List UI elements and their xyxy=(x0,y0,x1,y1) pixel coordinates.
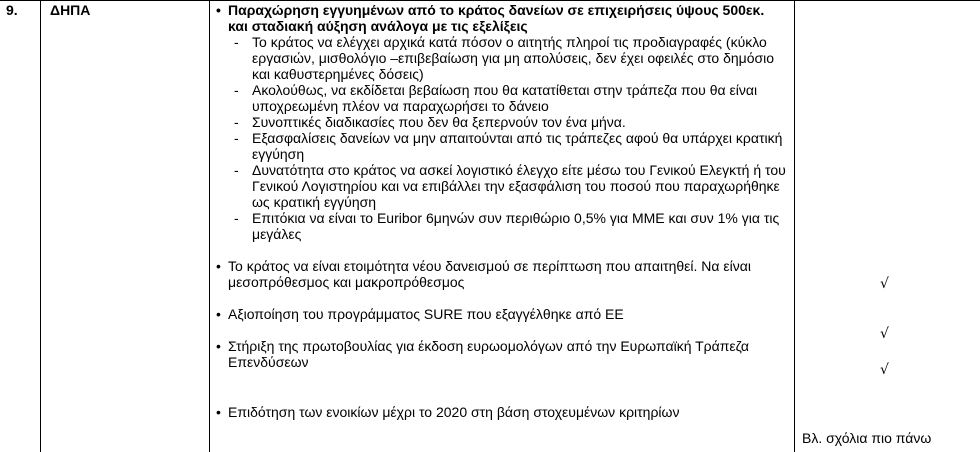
check-mark: √ xyxy=(880,326,889,342)
sub-item: - Το κράτος να ελέγχει αρχικά κατά πόσον ο αιτητής πληροί τις προδιαγραφές (κύκλο εργασιών, μισθολόγιο –επιβεβαίωση για μη απολύσεις, δεν έχει οφειλές στο δημόσιο και καθυστερημένες δόσεις) xyxy=(216,34,786,82)
sub-item: - Ακολούθως, να εκδίδεται βεβαίωση που θα κατατίθεται στην τράπεζα που θα είναι υποχρεωμένη πλέον να παραχωρήσει το δάνειο xyxy=(216,82,786,114)
sub-item: - Δυνατότητα στο κράτος να ασκεί λογιστικό έλεγχο είτε μέσω του Γενικού Ελεγκτή ή του Γενικού Λογιστηρίου και να επιβάλλει την εξασφάλιση του ποσού που παραχωρήθηκε ως κρατική εγγύηση xyxy=(216,162,786,210)
table-column-divider xyxy=(794,0,795,452)
proposal-bullet: • Επιδότηση των ενοικίων μέχρι το 2020 στη βάση στοχευμένων κριτηρίων xyxy=(216,404,786,420)
proposal-content xyxy=(216,2,786,420)
table-column-divider xyxy=(40,0,41,452)
table-column-divider xyxy=(209,0,210,452)
check-mark: √ xyxy=(880,362,889,378)
table-row-divider xyxy=(0,0,980,1)
row-number: 9. xyxy=(6,2,18,18)
organization-name: ΔΗΠΑ xyxy=(50,2,91,18)
sub-item: - Συνοπτικές διαδικασίες που δεν θα ξεπερνούν τον ένα μήνα. xyxy=(216,114,786,130)
sub-item: - Εξασφαλίσεις δανείων να μην απαιτούνται από τις τράπεζες αφού θα υπάρχει κρατική εγγύηση xyxy=(216,130,786,162)
proposal-heading: • Παραχώρηση εγγυημένων από το κράτος δανείων σε επιχειρήσεις ύψους 500εκ. και σταδιακή αύξηση ανάλογα με τις εξελίξεις xyxy=(216,2,786,34)
comment-note: Βλ. σχόλια πιο πάνω xyxy=(802,430,932,446)
check-mark: √ xyxy=(880,276,889,292)
proposal-bullet: • Αξιοποίηση του προγράμματος SURE που εξαγγέλθηκε από ΕΕ xyxy=(216,306,786,322)
sub-item: - Επιτόκια να είναι το Euribor 6μηνών συν περιθώριο 0,5% για ΜΜΕ και συν 1% για τις μεγάλες xyxy=(216,210,786,242)
proposal-bullet: • Το κράτος να είναι ετοιμότητα νέου δανεισμού σε περίπτωση που απαιτηθεί. Να είναι μεσοπρόθεσμος και μακροπρόθεσμος xyxy=(216,258,786,290)
proposal-bullet: • Στήριξη της πρωτοβουλίας για έκδοση ευρωομολόγων από την Ευρωπαϊκή Τράπεζα Επενδύσεων xyxy=(216,338,786,370)
